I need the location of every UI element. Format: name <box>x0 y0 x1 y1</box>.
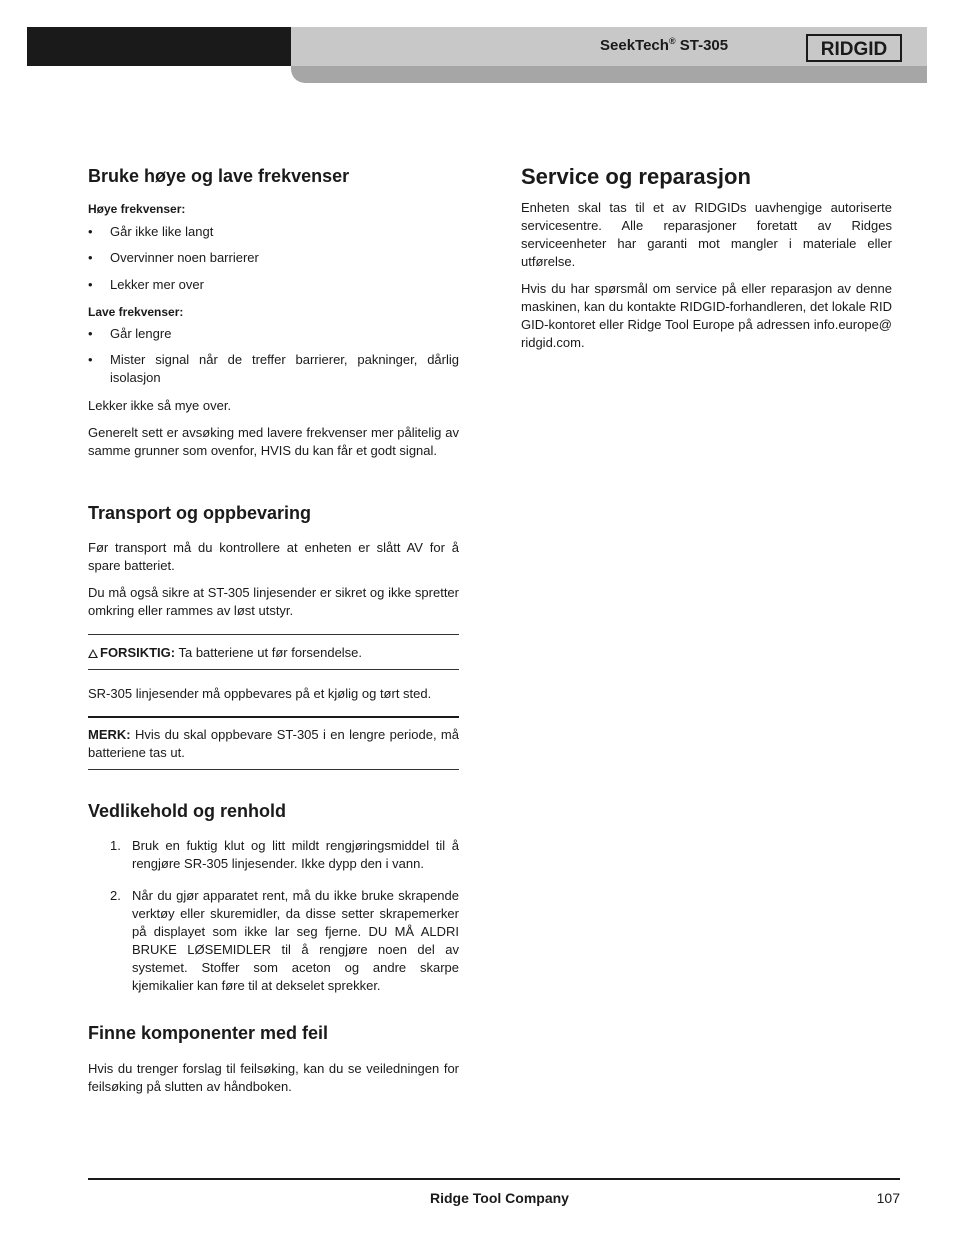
svg-text:RIDGID: RIDGID <box>820 39 888 60</box>
paragraph: Før transport må du kontrollere at enheten er slått AV for å spare batteriet. <box>88 540 459 573</box>
section-heading-frequencies: Bruke høye og lave frekvenser <box>88 166 350 186</box>
paragraph: SR-305 linjesender må oppbevares på et kjølig og tørt sted. <box>88 686 432 701</box>
warning-icon <box>88 649 98 658</box>
section-heading-transport: Transport og oppbevaring <box>88 503 312 523</box>
paragraph: Hvis du trenger forslag til feilsøking, kan du se veiledningen for feilsøking på slutten av håndboken. <box>88 1061 459 1094</box>
footer-company: Ridge Tool Company <box>430 1190 569 1206</box>
note-notice: MERK: Hvis du skal oppbevare ST-305 i en lengre periode, må batteriene tas ut. <box>88 727 459 760</box>
divider <box>88 716 459 718</box>
divider <box>88 634 459 635</box>
footer-divider <box>88 1178 900 1180</box>
ridgid-logo <box>806 34 902 62</box>
header-black-bar <box>27 27 292 66</box>
paragraph: Du må også sikre at ST-305 linjesender er sikret og ikke spretter omkring eller rammes av løst utstyr. <box>88 585 459 618</box>
section-heading-troubleshooting: Finne komponenter med feil <box>88 1023 329 1043</box>
product-title: SeekTech® ST-305 <box>600 36 729 54</box>
paragraph: Enheten skal tas til et av RIDGIDs uavhengige autoriserte servicesentre. Alle reparasjoner foretatt av Ridges serviceenheter har garanti mot mangler i materiale eller utførelse. <box>521 200 892 269</box>
paragraph: Lekker ikke så mye over. <box>88 398 232 413</box>
high-frequencies-label: Høye frekvenser: <box>88 202 186 216</box>
section-heading-service: Service og reparasjon <box>521 164 751 189</box>
page-number: 107 <box>876 1190 900 1206</box>
section-heading-maintenance: Vedlikehold og renhold <box>88 801 287 821</box>
divider <box>88 669 459 670</box>
paragraph: Hvis du har spørsmål om service på eller reparasjon av denne maskinen, kan du kontakte RIDGID-forhandleren, det lokale RIDGID-kontoret eller Ridge Tool Europe på adressen info.europe@ridgid.com. <box>521 281 892 350</box>
low-frequencies-label: Lave frekvenser: <box>88 305 184 319</box>
divider <box>88 769 459 770</box>
paragraph: Generelt sett er avsøking med lavere frekvenser mer pålitelig av samme grunner som ovenfor, HVIS du kan får et godt signal. <box>88 425 459 458</box>
caution-notice: FORSIKTIG: Ta batteriene ut før forsendelse. <box>88 644 459 662</box>
header-gray-tab <box>291 66 927 83</box>
